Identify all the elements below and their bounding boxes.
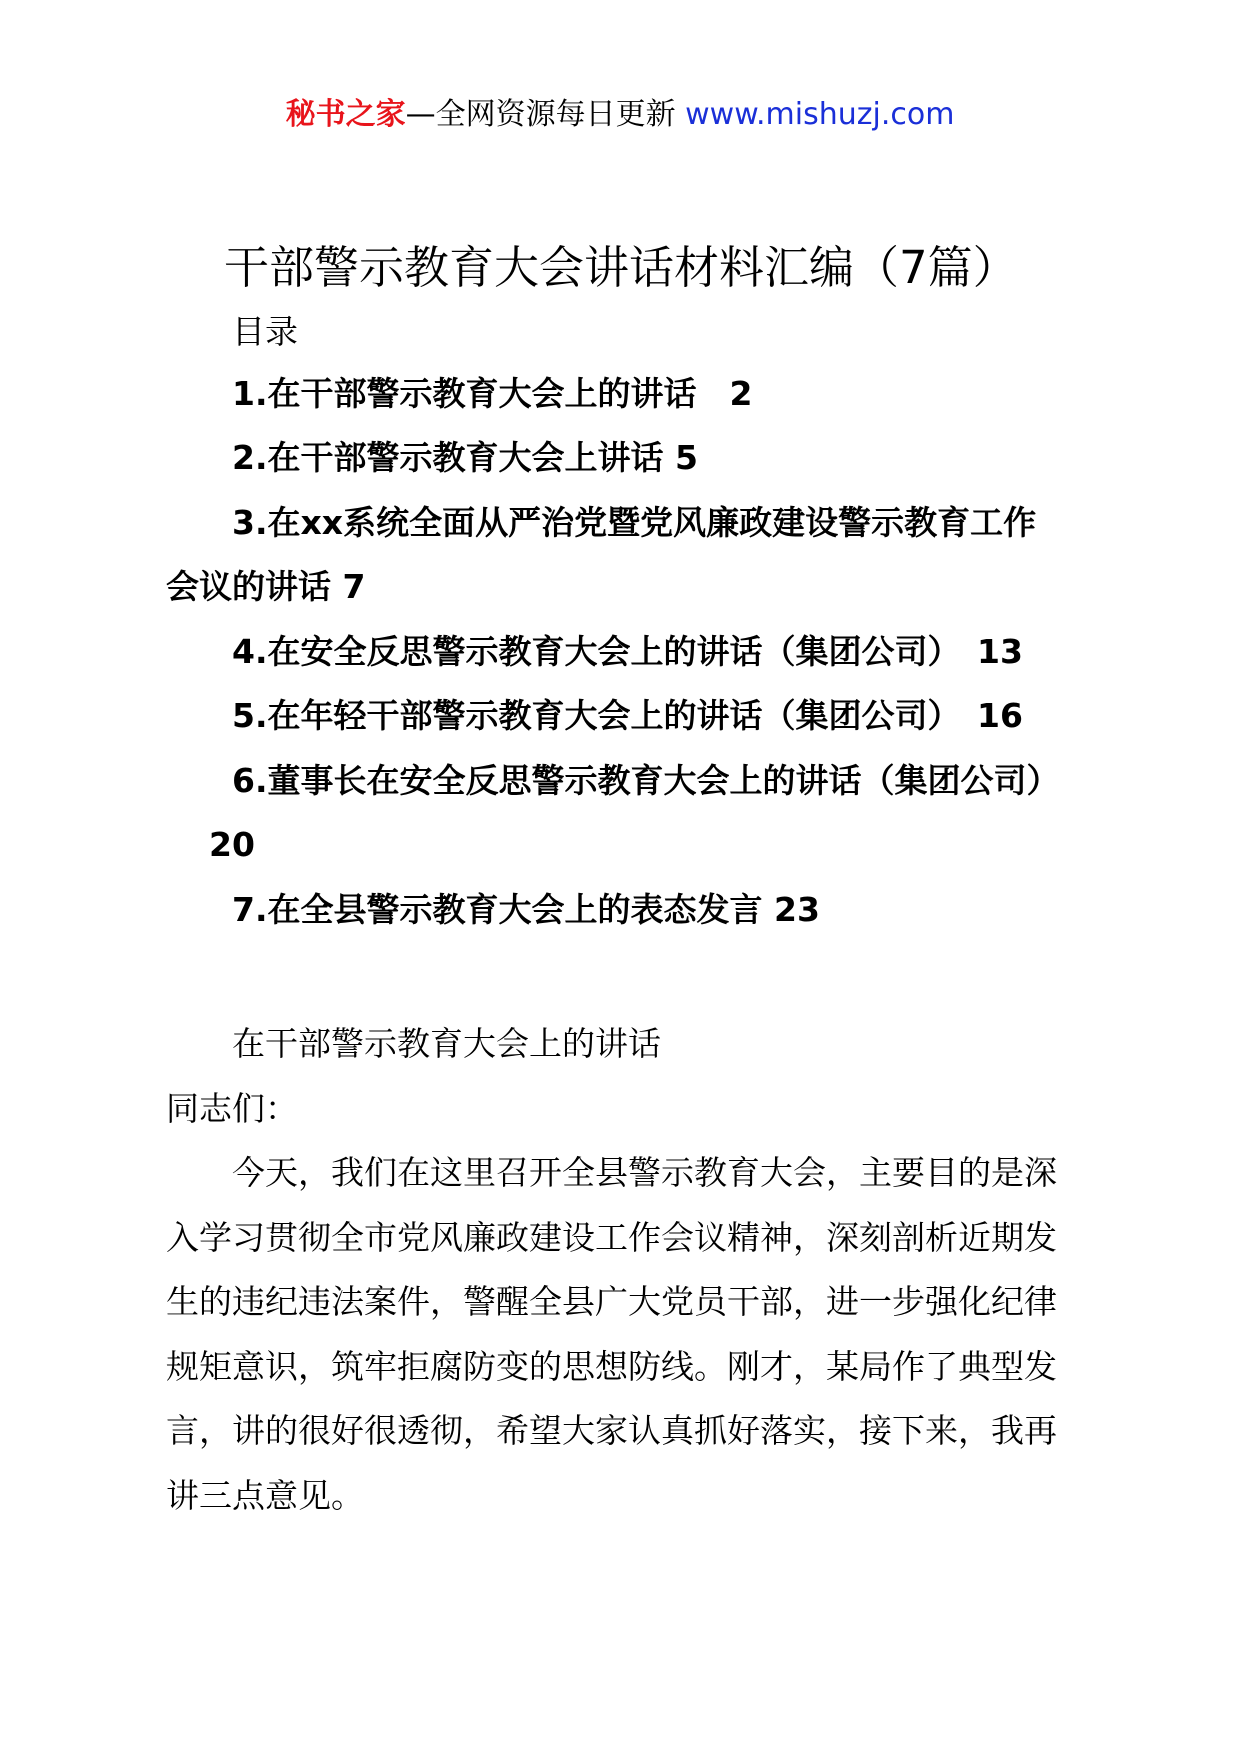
paragraph-line: 入学习贯彻全市党风廉政建设工作会议精神，深刻剖析近期发 [166,1218,1057,1257]
toc-heading: 目录 [232,312,298,351]
toc-item-4[interactable]: 4.在安全反思警示教育大会上的讲话（集团公司） 13 [232,632,1023,671]
site-url-link[interactable]: www.mishuzj.com [685,97,955,132]
paragraph-line: 生的违纪违法案件，警醒全县广大党员干部，进一步强化纪律 [166,1282,1057,1321]
document-title: 干部警示教育大会讲话材料汇编（7篇） [224,241,1018,294]
paragraph-line: 讲三点意见。 [166,1476,364,1515]
section-title: 在干部警示教育大会上的讲话 [232,1024,661,1063]
toc-item-6[interactable]: 6.董事长在安全反思警示教育大会上的讲话（集团公司） [232,761,1060,800]
salutation: 同志们： [166,1089,298,1128]
toc-item-1[interactable]: 1.在干部警示教育大会上的讲话 2 [232,374,753,413]
paragraph-line: 言，讲的很好很透彻，希望大家认真抓好落实，接下来，我再 [166,1411,1057,1450]
brand-name: 秘书之家 [285,97,406,132]
toc-item-2[interactable]: 2.在干部警示教育大会上讲话 5 [232,438,698,477]
site-header [0,95,1240,135]
toc-item-6-page[interactable]: 20 [209,825,255,864]
paragraph-line: 今天，我们在这里召开全县警示教育大会，主要目的是深 [232,1153,1057,1192]
toc-item-3[interactable]: 3.在xx系统全面从严治党暨党风廉政建设警示教育工作 [232,503,1037,542]
toc-item-7[interactable]: 7.在全县警示教育大会上的表态发言 23 [232,890,820,929]
header-slogan: —全网资源每日更新 [405,97,686,132]
toc-item-5[interactable]: 5.在年轻干部警示教育大会上的讲话（集团公司） 16 [232,696,1023,735]
toc-item-3-continued[interactable]: 会议的讲话 7 [166,567,366,606]
paragraph-line: 规矩意识，筑牢拒腐防变的思想防线。刚才，某局作了典型发 [166,1347,1057,1386]
